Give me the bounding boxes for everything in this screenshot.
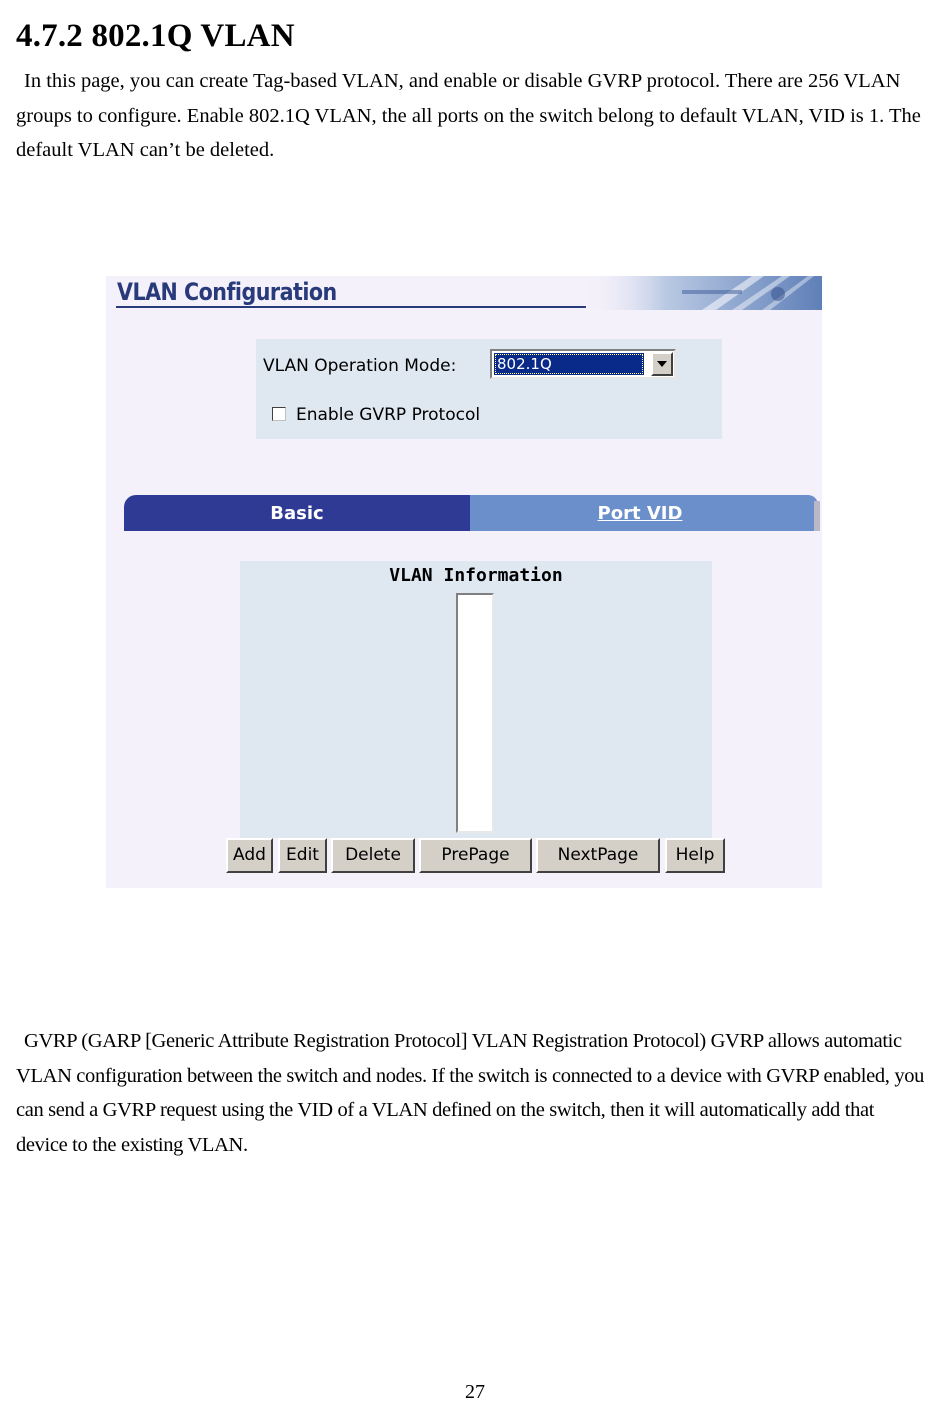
help-button[interactable]: Help (665, 838, 725, 873)
operation-mode-label: VLAN Operation Mode: (263, 356, 457, 376)
edit-button[interactable]: Edit (278, 838, 327, 873)
operation-mode-box (256, 339, 722, 439)
tab-port-vid[interactable]: Port VID (462, 495, 818, 531)
header-banner-graphic (582, 276, 822, 310)
page-title: VLAN Configuration (117, 278, 337, 306)
vlan-information-title: VLAN Information (389, 565, 563, 586)
vlan-configuration-screenshot (106, 276, 822, 888)
operation-mode-select[interactable] (490, 349, 676, 379)
title-bar (106, 276, 822, 310)
gvrp-paragraph: GVRP (GARP [Generic Attribute Registration Protocol] VLAN Registration Protocol) GVRP allows automatic VLAN configuration between the switch and nodes. If the switch is connected to a device with GVRP enabled, you can send a GVRP request using the VID of a VLAN defined on the switch, then it will automatically add that device to the existing VLAN. (16, 1030, 925, 1156)
operation-mode-selected-value: 802.1Q (494, 353, 644, 375)
nextpage-button[interactable]: NextPage (536, 838, 660, 873)
gvrp-checkbox[interactable] (272, 407, 286, 421)
vlan-list[interactable] (456, 593, 494, 833)
gvrp-label: Enable GVRP Protocol (296, 405, 481, 425)
add-button[interactable]: Add (226, 838, 273, 873)
intro-paragraph: In this page, you can create Tag-based VLAN, and enable or disable GVRP protocol. There are 256 VLAN groups to configure. Enable 802.1Q VLAN, the all ports on the switch belong to default VLAN, VID is 1. The default VLAN can’t be deleted. (16, 70, 921, 161)
tab-bar-edge (814, 501, 820, 531)
tab-basic[interactable]: Basic (124, 495, 470, 531)
section-heading: 4.7.2 802.1Q VLAN (16, 18, 295, 54)
title-underline (116, 306, 586, 308)
tab-bar (124, 495, 822, 531)
page-number: 27 (465, 1381, 485, 1403)
chevron-down-icon[interactable] (651, 352, 673, 376)
vlan-information-box (240, 561, 712, 838)
delete-button[interactable]: Delete (331, 838, 415, 873)
prepage-button[interactable]: PrePage (419, 838, 532, 873)
